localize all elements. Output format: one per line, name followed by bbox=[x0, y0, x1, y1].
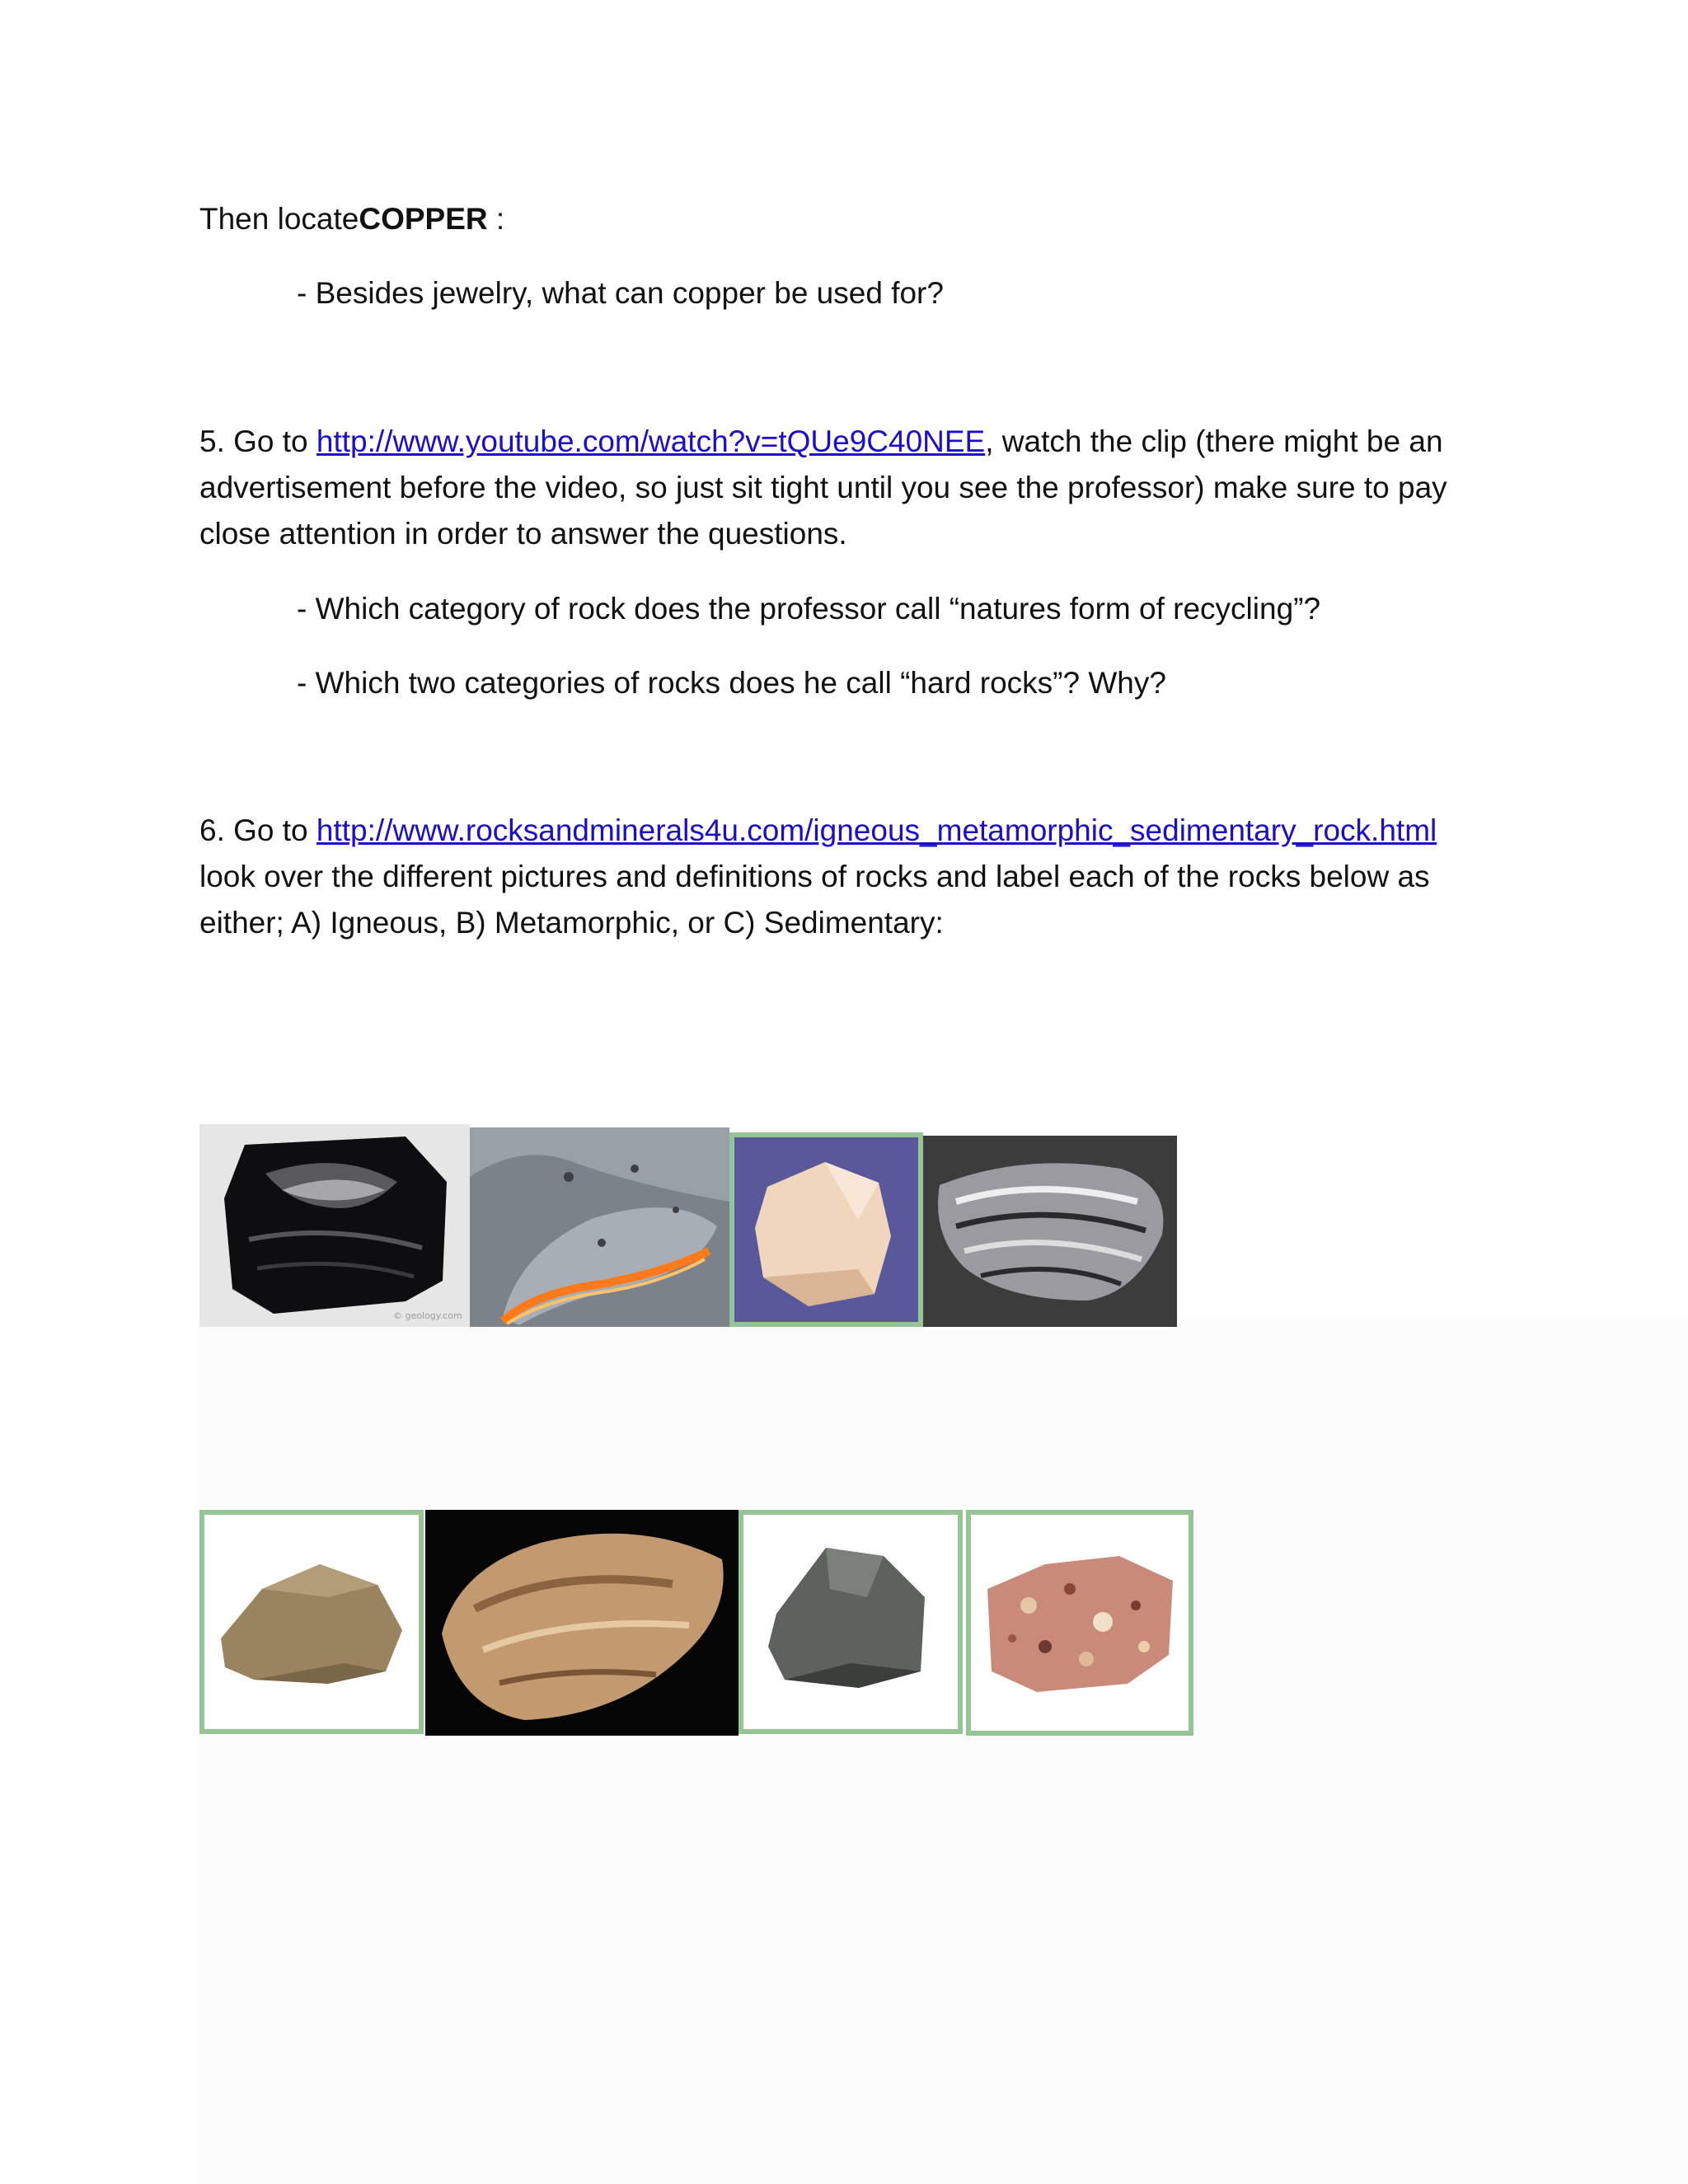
pink-conglomerate-rock-image bbox=[966, 1510, 1193, 1736]
folded-gneiss-rock-image bbox=[425, 1510, 738, 1736]
brown-shale-rock-image bbox=[199, 1510, 424, 1734]
q6-paragraph bbox=[199, 808, 1485, 946]
q6-rocks-link[interactable]: http://www.rocksandminerals4u.com/igneous_metamorphic_sedimentary_rock.html bbox=[316, 813, 1437, 847]
copper-prefix: Then locate bbox=[199, 202, 359, 236]
copper-suffix: : bbox=[487, 202, 505, 236]
light-sandstone-rock-image bbox=[729, 1132, 923, 1327]
gray-basalt-rock-image bbox=[738, 1510, 963, 1734]
lava-flow-image bbox=[470, 1127, 729, 1327]
q5-prefix: 5. Go to bbox=[199, 424, 316, 458]
geology-watermark: © geology.com bbox=[393, 1310, 462, 1321]
banded-metamorphic-rock-image bbox=[923, 1136, 1177, 1327]
copper-heading bbox=[199, 196, 504, 242]
q5-question-1: - Which category of rock does the professor call “natures form of recycling”? bbox=[297, 592, 1321, 626]
page-background-column bbox=[198, 1319, 1688, 2184]
q6-body: look over the different pictures and definitions of rocks and label each of the rocks below as either; A) Igneous, B) Metamorphic, or C) Sedimentary: bbox=[199, 860, 1430, 940]
q5-paragraph bbox=[199, 419, 1485, 557]
copper-question: - Besides jewelry, what can copper be used for? bbox=[297, 276, 944, 310]
q5-question-2: - Which two categories of rocks does he call “hard rocks”? Why? bbox=[297, 666, 1166, 700]
q6-prefix: 6. Go to bbox=[199, 813, 316, 847]
copper-keyword: COPPER bbox=[359, 202, 488, 236]
q5-youtube-link[interactable]: http://www.youtube.com/watch?v=tQUe9C40NEE bbox=[316, 424, 986, 458]
obsidian-rock-image bbox=[199, 1124, 470, 1327]
q5-body: , watch the clip (there might be an advertisement before the video, so just sit tight until you see the professor) make sure to pay close attention in order to answer the questions. bbox=[199, 424, 1447, 551]
